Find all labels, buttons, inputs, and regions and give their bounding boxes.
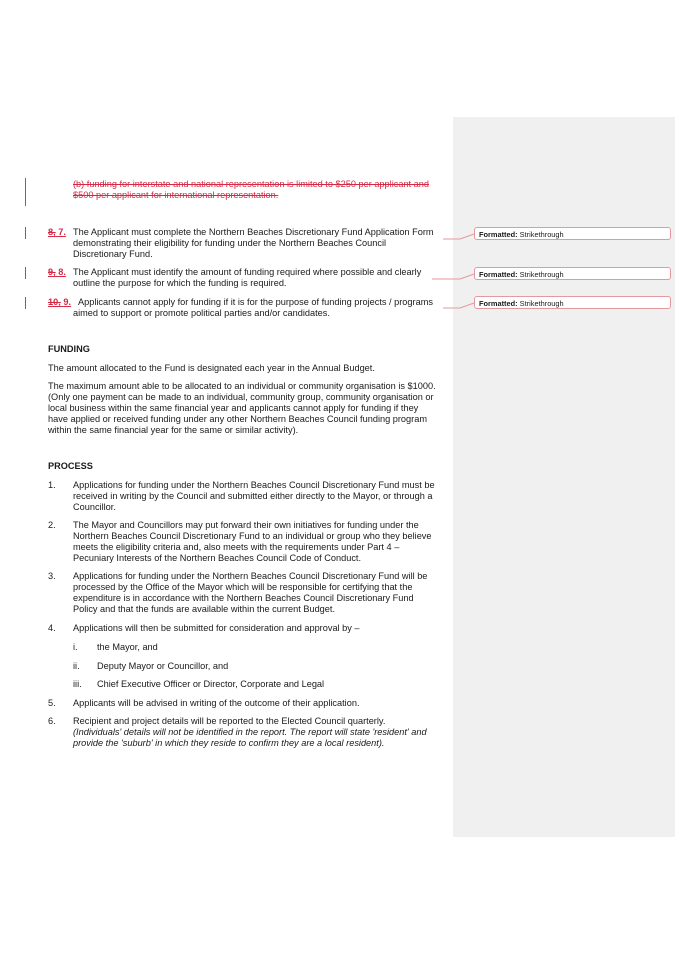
list-text: Applications will then be submitted for consideration and approval by – (73, 623, 360, 633)
paragraph: The amount allocated to the Fund is designated each year in the Annual Budget. (48, 363, 375, 373)
inserted-number: 9. (63, 297, 72, 307)
comment-balloon[interactable] (474, 296, 671, 309)
list-text: processed by the Office of the Mayor which will be responsible for certifying that the (73, 582, 413, 592)
balloon-label: Formatted: (479, 299, 518, 308)
item-text: aimed to support or promote political parties and/or candidates. (73, 308, 330, 318)
balloon-value: Strikethrough (519, 299, 564, 308)
paragraph-line: The maximum amount able to be allocated to an individual or community organisation is $1000. (48, 381, 436, 391)
list-text: Applications for funding under the Northern Beaches Council Discretionary Fund will be (73, 571, 428, 581)
list-number: 6. (48, 716, 56, 726)
sub-list-text: Chief Executive Officer or Director, Corporate and Legal (97, 679, 325, 689)
list-text: Policy and that the funds are available within the current Budget. (73, 604, 336, 614)
list-text: Recipient and project details will be reported to the Elected Council quarterly. (73, 716, 386, 726)
balloon-label: Formatted: (479, 230, 518, 239)
item-text: The Applicant must identify the amount of funding required where possible and clearly (73, 267, 422, 277)
list-text: expenditure is in accordance with the Northern Beaches Council Discretionary Fund (73, 593, 414, 603)
list-number: 3. (48, 571, 56, 581)
paragraph-line: local business within the same financial year and applicants cannot apply for funding if they (48, 403, 419, 413)
deleted-number: 10, (48, 297, 61, 307)
balloon-value: Strikethrough (519, 270, 564, 279)
deleted-text-line: (b) funding for interstate and national representation is limited to $250 per applicant and (73, 179, 429, 189)
item-text: Discretionary Fund. (73, 249, 153, 259)
comment-balloon[interactable] (474, 267, 671, 280)
balloon-value: Strikethrough (519, 230, 564, 239)
sub-list-text: the Mayor, and (97, 642, 158, 652)
deleted-text-line: $500 per applicant for international representation. (73, 190, 279, 200)
paragraph-line: have applied or received funding under any other Northern Beaches Council funding program (48, 414, 427, 424)
list-number: 5. (48, 698, 56, 708)
sub-list-number: iii. (73, 679, 82, 689)
inserted-number: 7. (58, 227, 66, 237)
sub-list-text: Deputy Mayor or Councillor, and (97, 661, 229, 671)
list-text: Councillor. (73, 502, 116, 512)
paragraph-line: within the same financial year for the same or similar activity). (48, 425, 299, 435)
inserted-number: 8. (58, 267, 66, 277)
item-text: demonstrating their eligibility for funding under the Northern Beaches Council (73, 238, 387, 248)
section-heading-funding: FUNDING (48, 344, 90, 354)
sub-list-number: ii. (73, 661, 80, 671)
list-text: received in writing by the Council and submitted either directly to the Mayor, or through a (73, 491, 433, 501)
item-text: outline the purpose for which the funding is required. (73, 278, 287, 288)
list-text: The Mayor and Councillors may put forward their own initiatives for funding under the (73, 520, 419, 530)
list-text-italic: provide the 'suburb' in which they reside to confirm they are a local resident). (73, 738, 385, 748)
list-number: 1. (48, 480, 56, 490)
list-text-italic: (Individuals' details will not be identified in the report. The report will state 'resident' and (73, 727, 427, 737)
list-text: Applications for funding under the Northern Beaches Council Discretionary Fund must be (73, 480, 435, 490)
deleted-number: 8, (48, 227, 56, 237)
comment-balloon[interactable] (474, 227, 671, 240)
list-text: Applicants will be advised in writing of the outcome of their application. (73, 698, 360, 708)
list-text: Pecuniary Interests of the Northern Beaches Council Code of Conduct. (73, 553, 362, 563)
list-number: 4. (48, 623, 56, 633)
list-text: meets the eligibility criteria and, also meets with the requirements under Part 4 – (73, 542, 400, 552)
list-text: Northern Beaches Council Discretionary Fund to an individual or group who they believe (73, 531, 432, 541)
section-heading-process: PROCESS (48, 461, 93, 471)
paragraph-line: (Only one payment can be made to an individual, community group, community organisation or (48, 392, 434, 402)
list-number: 2. (48, 520, 56, 530)
sub-list-number: i. (73, 642, 78, 652)
item-text: Applicants cannot apply for funding if it is for the purpose of funding projects / programs (78, 297, 433, 307)
deleted-number: 9, (48, 267, 56, 277)
balloon-label: Formatted: (479, 270, 518, 279)
item-text: The Applicant must complete the Northern Beaches Discretionary Fund Application Form (73, 227, 434, 237)
